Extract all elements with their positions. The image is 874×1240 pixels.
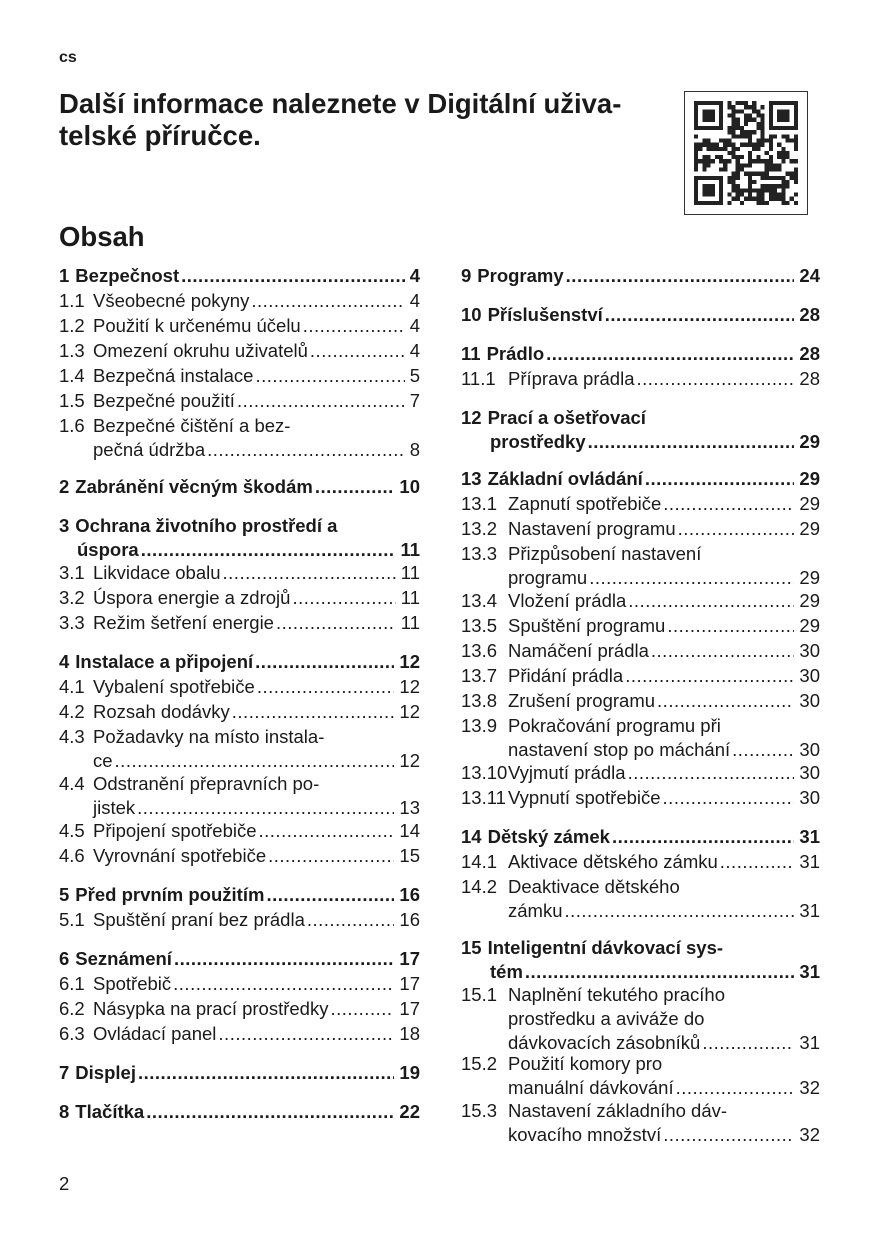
toc-entry[interactable] [461, 303, 820, 327]
toc-entry-number: 13.2 [461, 518, 498, 539]
toc-entry-title: Dětský zámek [487, 826, 610, 847]
dot-leader [565, 899, 795, 923]
toc-entry[interactable] [461, 689, 820, 713]
toc-entry-title: ce [93, 750, 113, 771]
dot-leader [137, 796, 394, 820]
dot-leader [310, 339, 405, 363]
toc-entry-page: 29 [799, 518, 820, 539]
toc-entry-title: Přidání prádla [508, 665, 624, 686]
toc-entry-page: 11 [400, 562, 420, 583]
toc-entry-title: Pokračování programu při [508, 715, 721, 736]
toc-entry-number: 9 [461, 265, 472, 286]
toc-entry-title: Použití komory pro [508, 1053, 663, 1074]
dot-leader [625, 664, 794, 688]
dot-leader [266, 883, 394, 907]
toc-entry-title: Omezení okruhu uživatelů [93, 340, 308, 361]
dot-leader [720, 850, 795, 874]
toc-entry-title: Prádlo [486, 343, 545, 364]
toc-entry[interactable] [59, 675, 420, 699]
toc-entry-page: 32 [799, 1124, 820, 1145]
toc-title: Obsah [59, 221, 145, 252]
qr-code-icon [694, 101, 798, 205]
toc-entry-title: prostředky [490, 431, 586, 452]
toc-entry[interactable] [461, 936, 820, 984]
toc-entry[interactable] [461, 875, 820, 923]
toc-entry-number: 3 [59, 515, 70, 536]
toc-entry-title: Odstranění přepravních po- [93, 773, 320, 794]
toc-entry[interactable] [59, 314, 420, 338]
toc-entry-title: Vložení prádla [508, 590, 627, 611]
toc-entry[interactable] [461, 1052, 820, 1100]
toc-entry-title: Tlačítka [75, 1101, 145, 1122]
dot-leader [651, 639, 795, 663]
toc-entry-number: 10 [461, 304, 482, 325]
toc-entry-page: 12 [399, 676, 420, 697]
toc-entry-title: dávkovacích zásobníků [508, 1032, 701, 1053]
toc-entry-page: 4 [409, 290, 420, 311]
dot-leader [268, 844, 394, 868]
toc-entry-page: 24 [799, 265, 820, 286]
toc-entry[interactable] [59, 1022, 420, 1046]
toc-entry-page: 22 [399, 1101, 420, 1122]
toc-entry-number: 7 [59, 1062, 70, 1083]
toc-entry-number: 15 [461, 937, 482, 958]
dot-leader [663, 1123, 794, 1147]
toc-entry[interactable] [461, 983, 820, 1055]
toc-entry-number: 4.1 [59, 676, 85, 697]
toc-entry-number: 3.3 [59, 612, 85, 633]
toc-entry-title: pečná údržba [93, 439, 206, 460]
dot-leader [315, 475, 395, 499]
toc-entry[interactable] [59, 997, 420, 1021]
toc-entry-title: Základní ovládání [487, 468, 643, 489]
toc-entry[interactable] [59, 700, 420, 724]
toc-entry[interactable] [59, 908, 420, 932]
toc-entry-title: Displej [75, 1062, 136, 1083]
toc-entry-number: 3.1 [59, 562, 85, 583]
toc-entry[interactable] [59, 972, 420, 996]
headline-line-1: Další informace naleznete v Digitální uživa- [59, 88, 622, 119]
toc-entry-title: Bezpečné použití [93, 390, 235, 411]
toc-entry-page: 4 [409, 265, 420, 286]
toc-entry-page: 30 [799, 665, 820, 686]
toc-entry-number: 1.6 [59, 415, 85, 436]
toc-entry-title: Násypka na prací prostředky [93, 998, 329, 1019]
toc-entry-page: 32 [799, 1077, 820, 1098]
dot-leader [255, 364, 404, 388]
toc-entry-number: 4.5 [59, 820, 85, 841]
toc-entry-page: 12 [399, 651, 420, 672]
toc-entry-title: Požadavky na místo instala- [93, 726, 325, 747]
toc-entry-number: 3.2 [59, 587, 85, 608]
toc-entry-number: 11 [461, 343, 481, 364]
toc-entry-number: 2 [59, 476, 70, 497]
dot-leader [173, 972, 394, 996]
dot-leader [257, 675, 395, 699]
toc-entry[interactable] [59, 414, 420, 462]
toc-entry-number: 1 [59, 265, 70, 286]
toc-entry-number: 1.5 [59, 390, 85, 411]
digital-manual-headline [59, 88, 669, 152]
toc-entry-number: 4.3 [59, 726, 85, 747]
toc-entry[interactable] [461, 614, 820, 638]
toc-entry[interactable] [59, 389, 420, 413]
toc-entry-page: 14 [399, 820, 420, 841]
toc-entry-title: Namáčení prádla [508, 640, 649, 661]
toc-entry[interactable] [59, 844, 420, 868]
dot-leader [207, 438, 405, 462]
toc-entry-title: Naplnění tekutého pracího [508, 984, 726, 1005]
toc-entry[interactable] [59, 1100, 420, 1124]
dot-leader [237, 389, 405, 413]
dot-leader [146, 1100, 394, 1124]
toc-entry-page: 30 [799, 640, 820, 661]
toc-entry-number: 4.2 [59, 701, 85, 722]
toc-entry-title: Bezpečné čištění a bez- [93, 415, 291, 436]
toc-entry-page: 30 [799, 739, 820, 760]
toc-entry-title: Bezpečná instalace [93, 365, 254, 386]
dot-leader [678, 517, 795, 541]
toc-entry-number: 6.3 [59, 1023, 85, 1044]
toc-entry[interactable] [461, 264, 820, 288]
toc-entry-title: Spuštění praní bez prádla [93, 909, 305, 930]
toc-entry-number: 13.9 [461, 715, 498, 736]
toc-entry[interactable] [59, 364, 420, 388]
toc-entry-title: Deaktivace dětského [508, 876, 680, 897]
toc-entry-number: 13.7 [461, 665, 498, 686]
toc-entry-page: 31 [799, 961, 820, 982]
toc-entry-number: 15.3 [461, 1100, 498, 1121]
toc-entry[interactable] [59, 586, 420, 610]
dot-leader [676, 1076, 795, 1100]
toc-entry-title: Režim šetření energie [93, 612, 274, 633]
toc-entry-title: Spotřebič [93, 973, 172, 994]
toc-entry-title: Vyjmutí prádla [508, 762, 626, 783]
toc-entry-title: Aktivace dětského zámku [508, 851, 718, 872]
toc-entry-title: Inteligentní dávkovací sys- [487, 937, 724, 958]
toc-entry[interactable] [59, 883, 420, 907]
toc-entry-number: 5.1 [59, 909, 85, 930]
toc-entry[interactable] [461, 492, 820, 516]
toc-entry[interactable] [59, 650, 420, 674]
toc-entry-number: 4.6 [59, 845, 85, 866]
dot-leader [612, 825, 794, 849]
toc-entry-title: Vypnutí spotřebiče [508, 787, 661, 808]
toc-entry-page: 17 [399, 998, 420, 1019]
dot-leader [589, 566, 794, 590]
toc-entry-page: 31 [799, 1032, 820, 1053]
toc-entry-number: 11.1 [461, 368, 496, 389]
toc-entry[interactable] [59, 339, 420, 363]
toc-entry-title: prostředku a avivážе do [508, 1008, 705, 1029]
toc-entry-title: Prací a ošetřovací [487, 407, 646, 428]
dot-leader [251, 289, 404, 313]
dot-leader [525, 960, 795, 984]
toc-entry-number: 6 [59, 948, 70, 969]
toc-entry[interactable] [461, 467, 820, 491]
toc-entry-page: 5 [409, 365, 420, 386]
toc-entry-page: 18 [399, 1023, 420, 1044]
toc-entry-number: 4.4 [59, 773, 85, 794]
toc-entry-title: Likvidace obalu [93, 562, 221, 583]
toc-entry-title: Nastavení základního dáv- [508, 1100, 728, 1121]
toc-entry-page: 11 [400, 539, 420, 560]
toc-entry-title: Zrušení programu [508, 690, 656, 711]
toc-entry-page: 31 [799, 851, 820, 872]
toc-entry-number: 4 [59, 651, 70, 672]
dot-leader [218, 1022, 394, 1046]
dot-leader [223, 561, 396, 585]
toc-entry-page: 28 [799, 304, 820, 325]
toc-entry-title: Ochrana životního prostředí a [75, 515, 338, 536]
toc-entry-page: 19 [399, 1062, 420, 1083]
toc-entry-page: 31 [799, 826, 820, 847]
toc-entry-number: 8 [59, 1101, 70, 1122]
toc-entry-number: 13.10 [461, 762, 508, 783]
dot-leader [115, 749, 395, 773]
toc-entry-page: 29 [799, 431, 820, 452]
toc-entry-number: 13.3 [461, 543, 498, 564]
toc-entry-number: 1.4 [59, 365, 85, 386]
toc-entry-title: Vybalení spotřebiče [93, 676, 255, 697]
toc-entry-page: 31 [799, 900, 820, 921]
toc-entry-number: 13.4 [461, 590, 498, 611]
qr-code[interactable] [684, 91, 808, 215]
dot-leader [588, 430, 795, 454]
dot-leader [259, 819, 395, 843]
toc-entry-number: 13.5 [461, 615, 498, 636]
toc-entry[interactable] [59, 947, 420, 971]
dot-leader [141, 538, 396, 562]
toc-entry[interactable] [59, 611, 420, 635]
toc-entry-title: Nastavení programu [508, 518, 676, 539]
toc-entry[interactable] [461, 406, 820, 454]
toc-entry-page: 29 [799, 590, 820, 611]
toc-entry-title: Zapnutí spotřebiče [508, 493, 662, 514]
toc-entry-page: 12 [399, 750, 420, 771]
toc-entry-title: jistek [93, 797, 136, 818]
toc-entry-number: 15.2 [461, 1053, 498, 1074]
toc-entry-title: kovacího množství [508, 1124, 662, 1145]
toc-entry-title: úspora [77, 539, 139, 560]
toc-entry-title: Úspora energie a zdrojů [93, 587, 291, 608]
toc-entry-page: 7 [409, 390, 420, 411]
toc-entry-page: 28 [799, 368, 820, 389]
language-code: cs [59, 49, 77, 66]
toc-entry[interactable] [461, 1099, 820, 1147]
dot-leader [174, 947, 394, 971]
toc-entry-page: 16 [399, 909, 420, 930]
dot-leader [663, 786, 795, 810]
toc-entry-title: Příprava prádla [508, 368, 635, 389]
toc-entry-title: Připojení spotřebiče [93, 820, 257, 841]
dot-leader [303, 314, 405, 338]
toc-entry-title: Rozsah dodávky [93, 701, 230, 722]
toc-entry-number: 15.1 [461, 984, 498, 1005]
toc-entry-title: nastavení stop po máchání [508, 739, 731, 760]
dot-leader [292, 586, 395, 610]
toc-entry-title: Ovládací panel [93, 1023, 217, 1044]
toc-entry[interactable] [59, 514, 420, 562]
toc-entry[interactable] [59, 725, 420, 773]
toc-entry[interactable] [461, 850, 820, 874]
dot-leader [645, 467, 795, 491]
toc-entry-number: 14.1 [461, 851, 498, 872]
toc-entry-page: 30 [799, 690, 820, 711]
toc-entry-page: 29 [799, 615, 820, 636]
toc-entry-page: 12 [399, 701, 420, 722]
dot-leader [667, 614, 794, 638]
toc-entry-page: 29 [799, 468, 820, 489]
toc-entry-title: Zabránění věcným škodám [75, 476, 313, 497]
toc-entry-title: Spuštění programu [508, 615, 666, 636]
dot-leader [307, 908, 395, 932]
toc-entry-title: Před prvním použitím [75, 884, 265, 905]
toc-entry-page: 4 [409, 340, 420, 361]
toc-entry[interactable] [59, 561, 420, 585]
toc-entry-title: Bezpečnost [75, 265, 180, 286]
toc-entry[interactable] [59, 264, 420, 288]
toc-entry-title: Instalace a připojení [75, 651, 254, 672]
toc-entry-title: zámku [508, 900, 563, 921]
toc-entry-title: Přizpůsobení nastavení [508, 543, 702, 564]
toc-entry-page: 30 [799, 787, 820, 808]
dot-leader [657, 689, 794, 713]
toc-entry[interactable] [461, 664, 820, 688]
toc-entry[interactable] [461, 342, 820, 366]
toc-entry-number: 5 [59, 884, 70, 905]
toc-entry-page: 8 [409, 439, 420, 460]
dot-leader [330, 997, 394, 1021]
dot-leader [663, 492, 794, 516]
toc-entry-page: 13 [399, 797, 420, 818]
toc-entry-page: 15 [399, 845, 420, 866]
toc-entry-title: programu [508, 567, 588, 588]
toc-entry-title: tém [490, 961, 523, 982]
toc-entry[interactable] [59, 819, 420, 843]
toc-entry-number: 13.8 [461, 690, 498, 711]
toc-entry-title: Programy [477, 265, 564, 286]
dot-leader [546, 342, 794, 366]
dot-leader [628, 589, 794, 613]
toc-entry[interactable] [461, 517, 820, 541]
toc-entry[interactable] [461, 714, 820, 762]
dot-leader [636, 367, 794, 391]
toc-entry-number: 13.1 [461, 493, 498, 514]
toc-entry[interactable] [461, 367, 820, 391]
dot-leader [566, 264, 795, 288]
toc-entry-number: 1.1 [59, 290, 85, 311]
toc-entry-number: 13.11 [461, 787, 506, 808]
dot-leader [255, 650, 394, 674]
toc-entry-number: 13.6 [461, 640, 498, 661]
toc-entry[interactable] [59, 1061, 420, 1085]
toc-entry-title: manuální dávkování [508, 1077, 674, 1098]
toc-entry-page: 17 [399, 948, 420, 969]
toc-entry-page: 29 [799, 567, 820, 588]
dot-leader [138, 1061, 394, 1085]
toc-entry-number: 6.2 [59, 998, 85, 1019]
toc-entry-number: 14 [461, 826, 482, 847]
toc-entry-page: 16 [399, 884, 420, 905]
toc-entry-page: 30 [799, 762, 820, 783]
page-number: 2 [59, 1173, 70, 1194]
dot-leader [181, 264, 405, 288]
dot-leader [605, 303, 795, 327]
toc-entry-number: 6.1 [59, 973, 85, 994]
toc-entry-page: 29 [799, 493, 820, 514]
toc-entry[interactable] [59, 772, 420, 820]
dot-leader [732, 738, 794, 762]
toc-entry[interactable] [461, 589, 820, 613]
toc-entry[interactable] [461, 542, 820, 590]
toc-entry[interactable] [59, 475, 420, 499]
toc-entry[interactable] [59, 289, 420, 313]
toc-entry-page: 4 [409, 315, 420, 336]
toc-entry-number: 12 [461, 407, 482, 428]
toc-entry-number: 1.3 [59, 340, 85, 361]
toc-entry[interactable] [461, 761, 820, 785]
toc-entry-page: 28 [799, 343, 820, 364]
toc-entry-title: Všeobecné pokyny [93, 290, 250, 311]
headline-line-2: telské příručce. [59, 120, 261, 151]
toc-entry-title: Seznámení [75, 948, 172, 969]
toc-entry-number: 1.2 [59, 315, 85, 336]
toc-entry[interactable] [461, 786, 820, 810]
dot-leader [232, 700, 395, 724]
toc-entry[interactable] [461, 825, 820, 849]
toc-entry-page: 11 [400, 587, 420, 608]
toc-entry-number: 13 [461, 468, 482, 489]
toc-entry-page: 17 [399, 973, 420, 994]
toc-entry-title: Vyrovnání spotřebiče [93, 845, 267, 866]
toc-entry-page: 10 [399, 476, 420, 497]
toc-entry-title: Příslušenství [487, 304, 603, 325]
toc-entry-title: Použití k určenému účelu [93, 315, 301, 336]
dot-leader [276, 611, 396, 635]
dot-leader [628, 761, 795, 785]
toc-entry-number: 14.2 [461, 876, 498, 897]
toc-entry[interactable] [461, 639, 820, 663]
toc-entry-page: 11 [400, 612, 420, 633]
